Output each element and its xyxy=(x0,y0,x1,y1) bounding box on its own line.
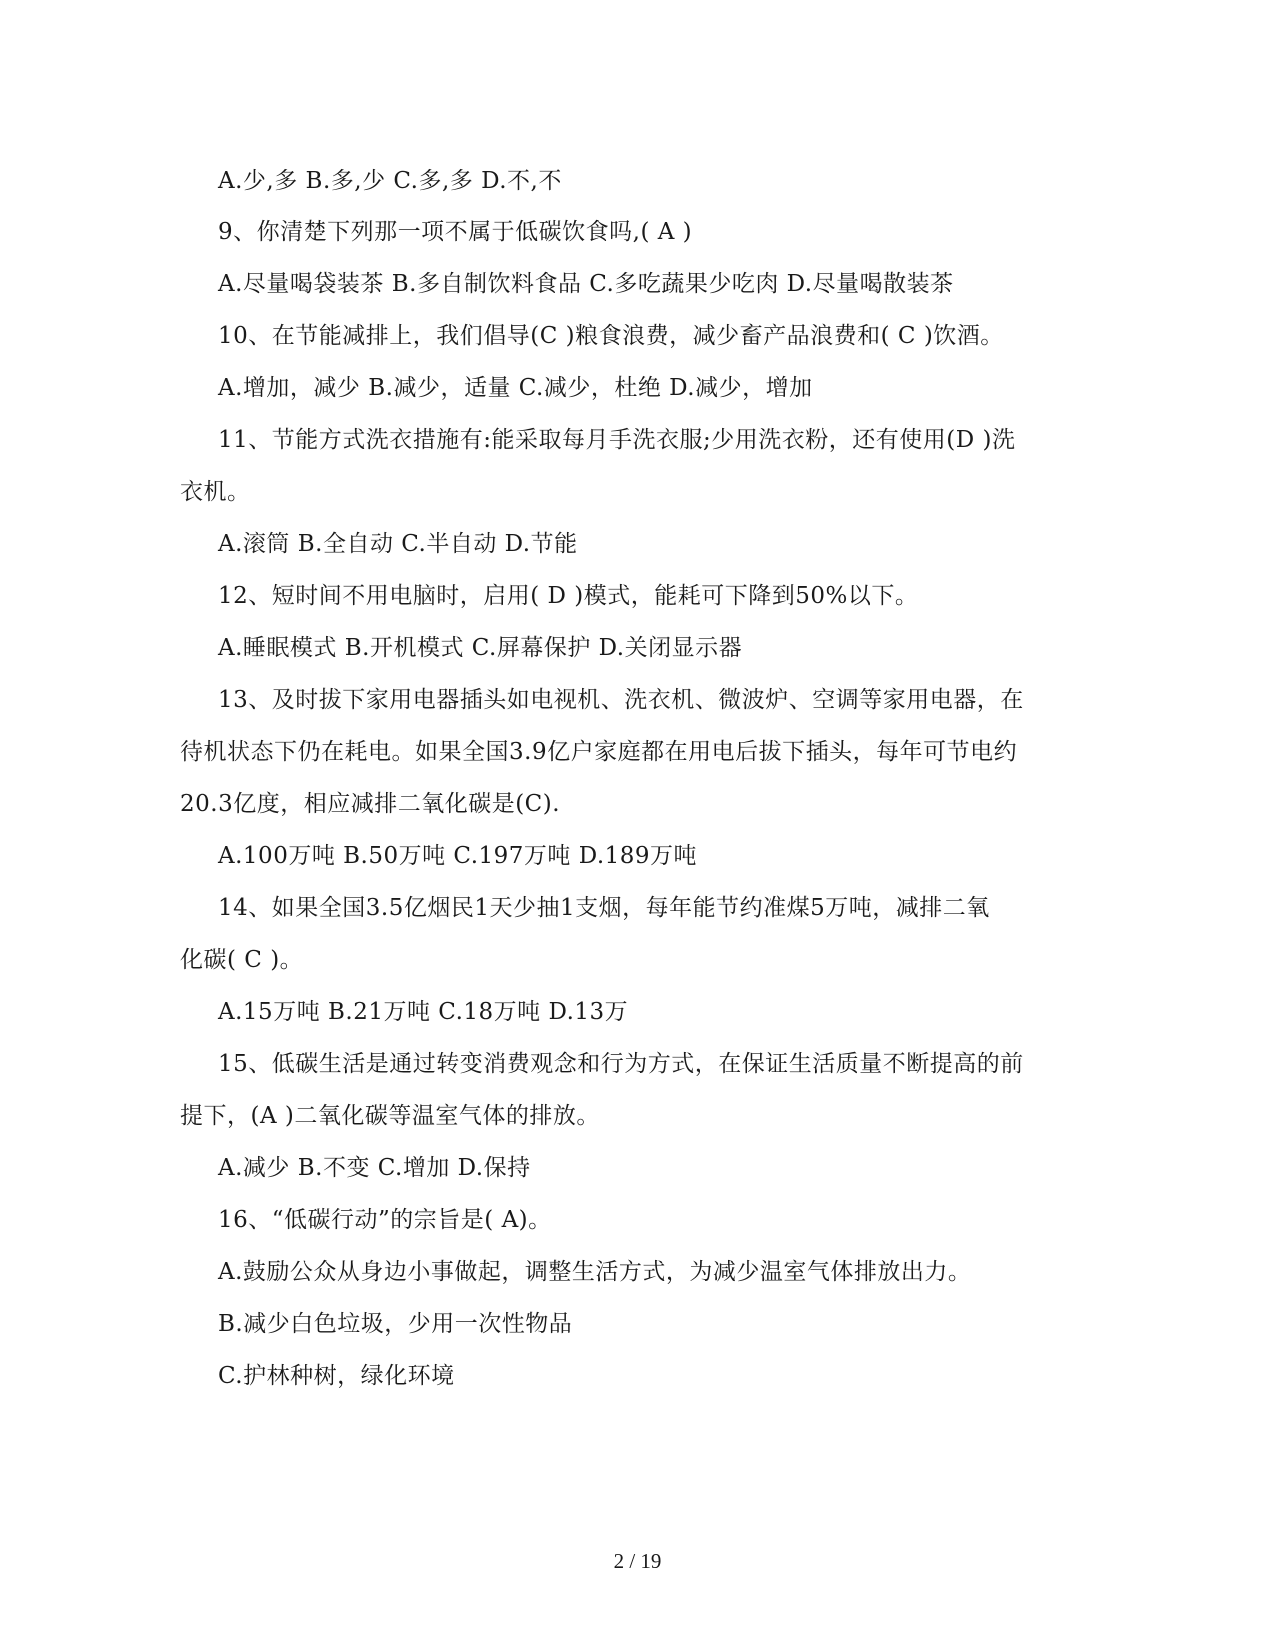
option-line: C.护林种树，绿化环境 xyxy=(218,1363,455,1389)
question-continuation-line: 提下，(A )二氧化碳等温室气体的排放。 xyxy=(180,1103,600,1129)
question-line: 10、在节能减排上，我们倡导(C )粮食浪费，减少畜产品浪费和( C )饮酒。 xyxy=(218,323,1004,349)
option-line: A.少,多 B.多,少 C.多,多 D.不,不 xyxy=(218,168,562,194)
question-continuation-line: 待机状态下仍在耗电。如果全国3.9亿户家庭都在用电后拔下插头，每年可节电约 xyxy=(180,739,1018,765)
question-continuation-line: 20.3亿度，相应减排二氧化碳是(C). xyxy=(180,791,561,817)
option-line: A.滚筒 B.全自动 C.半自动 D.节能 xyxy=(218,531,578,557)
question-line: 14、如果全国3.5亿烟民1天少抽1支烟，每年能节约准煤5万吨，减排二氧 xyxy=(218,895,990,921)
question-continuation-line: 衣机。 xyxy=(180,479,251,505)
option-line: A.15万吨 B.21万吨 C.18万吨 D.13万 xyxy=(218,999,629,1025)
page-number: 2 / 19 xyxy=(613,1549,662,1573)
question-line: 13、及时拔下家用电器插头如电视机、洗衣机、微波炉、空调等家用电器，在 xyxy=(218,687,1024,713)
option-line: B.减少白色垃圾，少用一次性物品 xyxy=(218,1311,573,1337)
question-line: 15、低碳生活是通过转变消费观念和行为方式，在保证生活质量不断提高的前 xyxy=(218,1051,1024,1077)
question-line: 11、节能方式洗衣措施有:能采取每月手洗衣服;少用洗衣粉，还有使用(D )洗 xyxy=(218,427,1016,453)
option-line: A.睡眠模式 B.开机模式 C.屏幕保护 D.关闭显示器 xyxy=(218,635,743,661)
question-line: 9、你清楚下列那一项不属于低碳饮食吗,( A ) xyxy=(218,219,693,245)
question-continuation-line: 化碳( C )。 xyxy=(180,947,304,973)
option-line: A.鼓励公众从身边小事做起，调整生活方式，为减少温室气体排放出力。 xyxy=(218,1259,972,1285)
option-line: A.减少 B.不变 C.增加 D.保持 xyxy=(218,1155,531,1181)
option-line: A.尽量喝袋装茶 B.多自制饮料食品 C.多吃蔬果少吃肉 D.尽量喝散装茶 xyxy=(218,271,954,297)
option-line: A.增加，减少 B.减少，适量 C.减少，杜绝 D.减少，增加 xyxy=(218,375,813,401)
question-line: 16、“低碳行动”的宗旨是( A)。 xyxy=(218,1207,552,1233)
question-line: 12、短时间不用电脑时，启用( D )模式，能耗可下降到50%以下。 xyxy=(218,583,919,609)
option-line: A.100万吨 B.50万吨 C.197万吨 D.189万吨 xyxy=(218,843,698,869)
